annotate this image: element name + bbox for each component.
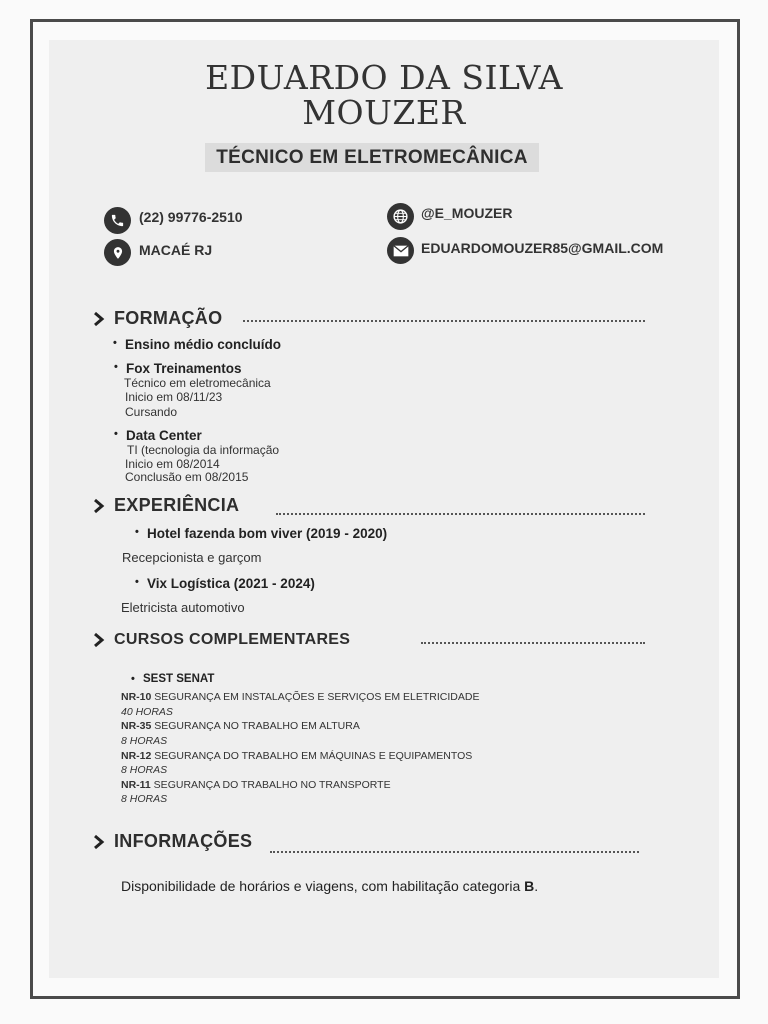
section-divider (421, 642, 645, 644)
social-handle[interactable]: @E_MOUZER (421, 205, 513, 221)
course-desc: SEGURANÇA NO TRABALHO EM ALTURA (151, 720, 360, 732)
detail-line: Técnico em eletromecânica (124, 376, 271, 390)
course-desc: SEGURANÇA DO TRABALHO NO TRANSPORTE (150, 779, 391, 791)
globe-icon (387, 203, 414, 230)
detail-line: Conclusão em 08/2015 (125, 470, 249, 484)
section-divider (276, 513, 645, 515)
course-desc: SEGURANÇA EM INSTALAÇÕES E SERVIÇOS EM ELETRICIDADE (151, 691, 480, 703)
detail-line: TI (tecnologia da informação (127, 443, 280, 457)
course-hours: 8 HORAS (121, 793, 168, 805)
course-desc: SEGURANÇA DO TRABALHO EM MÁQUINAS E EQUIPAMENTOS (151, 750, 473, 762)
chevron-right-icon (92, 497, 106, 515)
list-item: • Fox Treinamentos (126, 361, 242, 376)
email-address[interactable]: EDUARDOMOUZER85@GMAIL.COM (421, 240, 664, 256)
list-item: • Data Center (126, 428, 202, 443)
course-code: NR-11 (121, 779, 151, 791)
envelope-icon (387, 237, 414, 264)
section-formacao (92, 308, 222, 329)
chevron-right-icon (92, 631, 106, 649)
course-hours: 8 HORAS (121, 735, 168, 747)
course-item (121, 778, 391, 793)
course-item (121, 749, 472, 764)
course-code: NR-35 (121, 720, 152, 732)
course-provider: • SEST SENAT (143, 673, 214, 685)
course-hours: 40 HORAS (121, 706, 173, 718)
name-line-1: EDUARDO DA SILVA (205, 58, 563, 97)
detail-line: Inicio em 08/2014 (125, 457, 220, 471)
chevron-right-icon (92, 833, 106, 851)
detail-line: Inicio em 08/11/23 (125, 390, 223, 404)
section-informacoes (92, 831, 252, 852)
phone-icon (104, 207, 131, 234)
list-item: • Hotel fazenda bom viver (2019 - 2020) (147, 526, 387, 541)
section-divider (243, 320, 645, 322)
section-title: EXPERIÊNCIA (114, 495, 240, 515)
list-item: • Ensino médio concluído (125, 337, 281, 352)
list-item: • Vix Logística (2021 - 2024) (147, 576, 315, 591)
course-code: NR-10 (121, 691, 152, 703)
course-item (121, 719, 360, 734)
phone-number: (22) 99776-2510 (139, 209, 243, 225)
course-hours: 8 HORAS (121, 764, 168, 776)
job-title: TÉCNICO EM ELETROMECÂNICA (205, 143, 539, 172)
location: MACAÉ RJ (139, 242, 213, 258)
location-pin-icon (104, 239, 131, 266)
section-divider (270, 851, 639, 853)
section-title: FORMAÇÃO (114, 308, 223, 328)
detail-line: Cursando (125, 405, 178, 419)
section-title: CURSOS COMPLEMENTARES (114, 631, 351, 648)
course-code: NR-12 (121, 750, 152, 762)
section-title: INFORMAÇÕES (114, 831, 253, 851)
candidate-name (0, 60, 768, 130)
chevron-right-icon (92, 310, 106, 328)
job-role: Eletricista automotivo (121, 600, 245, 615)
info-text: Disponibilidade de horários e viagens, com habilitação categoria B. (121, 878, 539, 894)
course-item (121, 690, 479, 705)
job-role: Recepcionista e garçom (122, 550, 262, 565)
name-line-2: MOUZER (302, 93, 466, 132)
section-experiencia (92, 495, 239, 516)
section-cursos (92, 631, 350, 649)
